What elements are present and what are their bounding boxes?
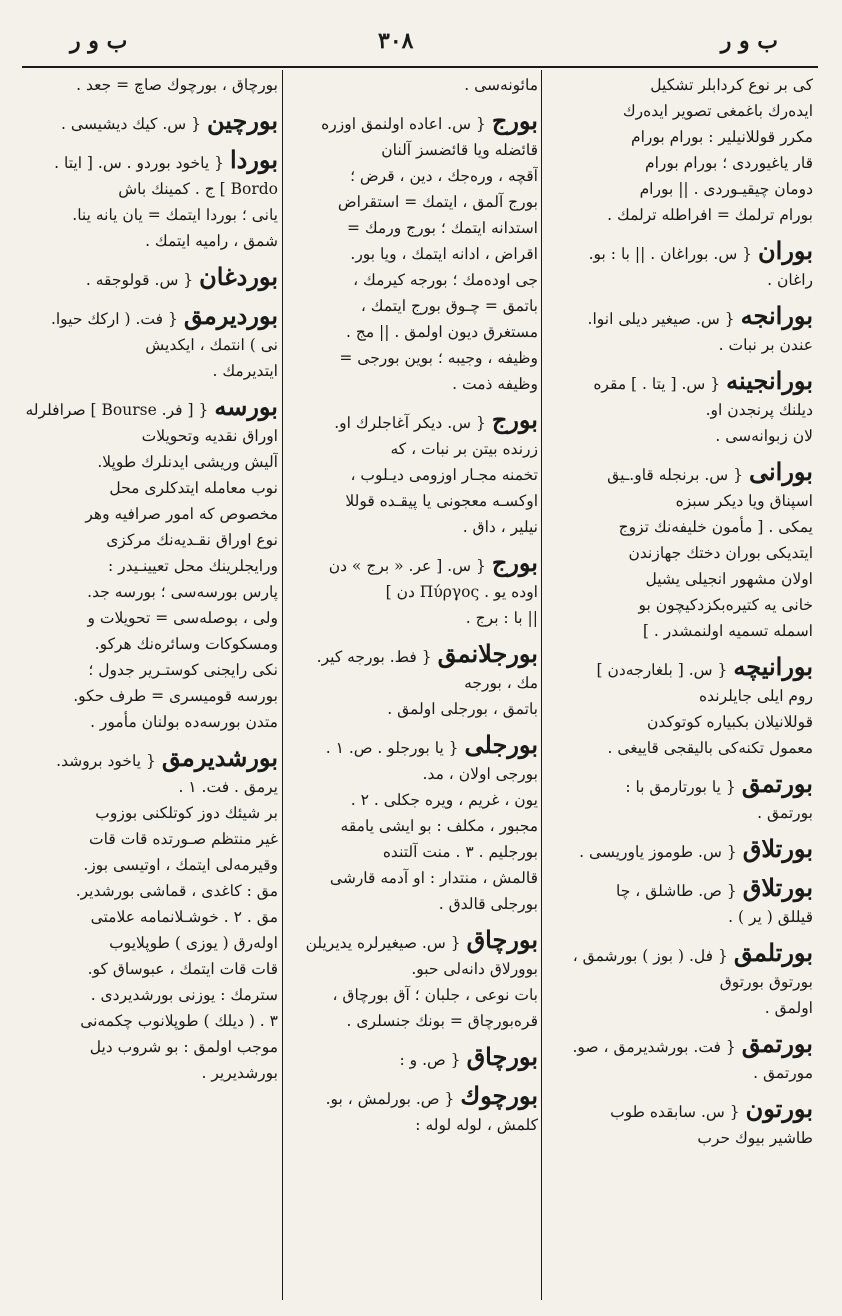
entry-line bbox=[286, 732, 538, 761]
entry-line bbox=[545, 969, 813, 995]
entry-text: { س. [ يتا . ] مقره bbox=[593, 375, 721, 393]
entry-line bbox=[24, 852, 278, 878]
entry-text: { فل. ( بوز ) بورشمق ، bbox=[572, 947, 728, 965]
entry-line bbox=[286, 163, 538, 189]
entry-text: مخصوص كه امور صرافيه وهر bbox=[85, 505, 278, 523]
entry-text: مكرر قوللانيلير : بورام بورام bbox=[631, 128, 813, 146]
entry-headword: بورچاق bbox=[466, 1044, 538, 1071]
entry-line bbox=[24, 745, 278, 774]
entry-text: { ياخود بوردو . س. [ ايتا . bbox=[54, 154, 224, 172]
entry-text: Bordo ] ج . كمينك باش bbox=[118, 180, 278, 198]
entry-text: ايتديرمك . bbox=[212, 362, 278, 380]
entry-headword: بورانى bbox=[748, 459, 813, 486]
entry-headword: بورتون bbox=[745, 1096, 813, 1123]
entry-text: مق . ۲ . خوشـلانمامه علامتى bbox=[90, 908, 278, 926]
entry-line bbox=[545, 735, 813, 761]
entry-text: استدانه ايتمك ؛ بورج ورمك = bbox=[346, 219, 538, 237]
entry-headword: بورسه bbox=[214, 394, 278, 421]
entry-line bbox=[286, 956, 538, 982]
entry-line bbox=[286, 670, 538, 696]
entry-line bbox=[24, 72, 278, 98]
dictionary-entry bbox=[545, 940, 813, 1021]
dictionary-entry bbox=[286, 407, 538, 540]
entry-text: بورجلى قالدق . bbox=[438, 895, 538, 913]
entry-text: نوب معامله ايتدكلرى محل bbox=[109, 479, 278, 497]
entry-headword: بورج bbox=[491, 108, 538, 135]
entry-line bbox=[286, 436, 538, 462]
entry-line bbox=[24, 605, 278, 631]
entry-text: يانى ؛ بوردا ايتمك = يان يانه ينا. bbox=[72, 206, 278, 224]
column-left bbox=[24, 72, 278, 1300]
entry-line bbox=[545, 332, 813, 358]
entry-text: بورج آلمق ، ايتمك = استقراض bbox=[337, 193, 538, 211]
entry-line bbox=[286, 605, 538, 631]
dictionary-entry bbox=[545, 654, 813, 761]
entry-line bbox=[24, 394, 278, 423]
entry-line bbox=[286, 1044, 538, 1073]
entry-line bbox=[545, 124, 813, 150]
entry-line bbox=[286, 865, 538, 891]
entry-line bbox=[286, 407, 538, 436]
entry-text: { يا بورجلو . ص. ۱ . bbox=[325, 739, 459, 757]
entry-headword: بورشديرمق bbox=[161, 745, 278, 772]
entry-line bbox=[545, 875, 813, 904]
entry-text: { ص. و : bbox=[399, 1051, 461, 1069]
entry-text: لان زبوانەسى . bbox=[715, 427, 813, 445]
entry-text: نيلير ، داق . bbox=[462, 518, 538, 536]
entry-line bbox=[24, 527, 278, 553]
entry-text: { س. ديكر آغاجلرك او. bbox=[334, 414, 486, 432]
entry-line bbox=[286, 550, 538, 579]
entry-text: || با : برج . bbox=[465, 609, 538, 627]
entry-text: بورجى اولان ، مد. bbox=[422, 765, 538, 783]
entry-text: كى بر نوع كردابلر تشكيل bbox=[650, 76, 813, 94]
entry-text: قرەبورچاق = بونك جنسلرى . bbox=[346, 1012, 538, 1030]
dictionary-entry bbox=[545, 238, 813, 293]
entry-line bbox=[24, 332, 278, 358]
entry-line bbox=[286, 488, 538, 514]
entry-text: { [ فر. Bourse ] صرافلرله bbox=[25, 401, 209, 419]
dictionary-entry bbox=[24, 72, 278, 98]
entry-line bbox=[286, 371, 538, 397]
entry-line bbox=[24, 774, 278, 800]
dictionary-entry bbox=[286, 1083, 538, 1138]
entry-line bbox=[286, 108, 538, 137]
entry-headword: بورتمق bbox=[741, 1031, 813, 1058]
entry-text: جى اودەمك ؛ بورجه كيرمك ، bbox=[353, 271, 538, 289]
entry-text: غير منتظم صـورتده قات قات bbox=[89, 830, 278, 848]
entry-headword: بورتمق bbox=[741, 771, 813, 798]
entry-text: { س. كيك ديشيسى . bbox=[61, 115, 201, 133]
entry-text: { س. طوموز ياوريسى . bbox=[579, 843, 737, 861]
entry-headword: بورتلاق bbox=[742, 836, 813, 863]
entry-line bbox=[24, 683, 278, 709]
entry-text: مائونەسى . bbox=[464, 76, 538, 94]
entry-headword: بورانيچه bbox=[733, 654, 813, 681]
entry-line bbox=[286, 189, 538, 215]
entry-line bbox=[24, 956, 278, 982]
entry-text: بوورلاق دانەلى حبو. bbox=[411, 960, 538, 978]
dictionary-entry bbox=[24, 394, 278, 735]
entry-line bbox=[24, 303, 278, 332]
entry-text: ديلنك پرنجدن او. bbox=[705, 401, 813, 419]
entry-line bbox=[24, 1060, 278, 1086]
entry-headword: بورتلمق bbox=[733, 940, 813, 967]
entry-text: { س. [ عر. « برج » دن bbox=[328, 557, 486, 575]
entry-text: قار ياغيوردى ؛ بورام بورام bbox=[644, 154, 813, 172]
entry-line bbox=[545, 995, 813, 1021]
dictionary-entry bbox=[545, 1096, 813, 1151]
entry-line bbox=[24, 501, 278, 527]
dictionary-entry bbox=[286, 641, 538, 722]
entry-headword: بورچاق bbox=[466, 927, 538, 954]
entry-line bbox=[545, 836, 813, 865]
entry-line bbox=[286, 641, 538, 670]
entry-line bbox=[286, 761, 538, 787]
entry-line bbox=[286, 319, 538, 345]
entry-line bbox=[24, 176, 278, 202]
entry-text: كلمش ، لوله لوله : bbox=[415, 1116, 538, 1134]
entry-text: بورجليم . ۳ . منت آلتنده bbox=[382, 843, 538, 861]
column-divider-right bbox=[541, 70, 542, 1300]
entry-line bbox=[24, 982, 278, 1008]
entry-text: روم ايلى جايلرنده bbox=[699, 687, 813, 705]
entry-text: وظيفه ، وجيبه ؛ بوين بورجى = bbox=[339, 349, 538, 367]
dictionary-entry bbox=[545, 459, 813, 644]
entry-text: بورشديرير . bbox=[201, 1064, 278, 1082]
entry-text: آليش وريشى ايدنلرك طوپلا. bbox=[97, 453, 278, 471]
entry-line bbox=[545, 303, 813, 332]
entry-text: ايتديكى بوران دختك جهازندن bbox=[628, 544, 813, 562]
entry-text: زرنده بيتن بر نبات ، كه bbox=[390, 440, 538, 458]
dictionary-entry bbox=[286, 108, 538, 397]
entry-line bbox=[24, 930, 278, 956]
entry-text: باتمق = چـوق بورج ايتمك ، bbox=[360, 297, 538, 315]
entry-text: اوراق نقديه وتحويلات bbox=[141, 427, 278, 445]
entry-line bbox=[545, 540, 813, 566]
column-divider-left bbox=[282, 70, 283, 1300]
entry-text: سترمك : يوزنى بورشديردى . bbox=[90, 986, 278, 1004]
dictionary-entry bbox=[286, 72, 538, 98]
entry-line bbox=[24, 264, 278, 293]
entry-line bbox=[545, 423, 813, 449]
entry-line bbox=[286, 137, 538, 163]
entry-text: { س. برنجله قاو.ـيق bbox=[607, 466, 743, 484]
entry-line bbox=[24, 108, 278, 137]
entry-headword: بورتلاق bbox=[742, 875, 813, 902]
entry-line bbox=[545, 618, 813, 644]
entry-text: اوده يو . Πύργος دن ] bbox=[385, 583, 538, 601]
entry-text: بورسه قوميسرى = طرف حكو. bbox=[73, 687, 278, 705]
entry-text: ايدەرك باغمغى تصوير ايدەرك bbox=[622, 102, 813, 120]
entry-line bbox=[545, 72, 813, 98]
entry-line bbox=[286, 891, 538, 917]
entry-text: عندن بر نبات . bbox=[718, 336, 813, 354]
entry-line bbox=[24, 202, 278, 228]
entry-line bbox=[545, 683, 813, 709]
entry-line bbox=[545, 98, 813, 124]
dictionary-entry bbox=[286, 927, 538, 1034]
entry-text: ۳ . ( ديلك ) طوپلانوب چكمەنى bbox=[80, 1012, 278, 1030]
entry-text: پارس بورسەسى ؛ بورسه جد. bbox=[87, 583, 278, 601]
entry-headword: بورچوك bbox=[460, 1083, 538, 1110]
entry-line bbox=[545, 1096, 813, 1125]
entry-text: يمكى . [ مأمون خليفەنك تزوج bbox=[618, 518, 813, 536]
entry-text: قائضله ويا قائضسز آلنان bbox=[381, 141, 538, 159]
entry-text: { س. سابقده طوب bbox=[610, 1103, 740, 1121]
entry-line bbox=[286, 927, 538, 956]
entry-text: { س. صيغيرلره يديريلن bbox=[305, 934, 461, 952]
entry-line bbox=[545, 176, 813, 202]
entry-text: اقراض ، ادانه ايتمك ، ويا بور. bbox=[350, 245, 538, 263]
entry-line bbox=[545, 940, 813, 969]
entry-line bbox=[286, 579, 538, 605]
entry-text: اولەرق ( يوزى ) طوپلايوب bbox=[109, 934, 278, 952]
entry-line bbox=[24, 358, 278, 384]
entry-text: مجبور ، مكلف : بو ايشى يامقه bbox=[340, 817, 538, 835]
entry-text: مستغرق ديون اولمق . || مج . bbox=[345, 323, 538, 341]
dictionary-entry bbox=[545, 1031, 813, 1086]
dictionary-entry bbox=[545, 771, 813, 826]
entry-line bbox=[545, 514, 813, 540]
entry-headword: بورج bbox=[491, 407, 538, 434]
entry-text: قوللانيلان بكبياره كوتوكدن bbox=[646, 713, 813, 731]
entry-text: بورچاق ، بورچوك صاچ = جعد . bbox=[76, 76, 278, 94]
entry-line bbox=[545, 1125, 813, 1151]
entry-text: { فت. ( اركك حيوا. bbox=[50, 310, 178, 328]
entry-text: اسپناق ويا ديكر سبزه bbox=[675, 492, 813, 510]
entry-text: ومسكوكات وسائرەنك هركو. bbox=[94, 635, 278, 653]
entry-line bbox=[24, 800, 278, 826]
entry-text: { س. بوراغان . || با : بو. bbox=[588, 245, 753, 263]
header-rule bbox=[22, 66, 818, 68]
entry-text: خانى يه كتيرەبكزدكيچون بو bbox=[638, 596, 813, 614]
entry-line bbox=[545, 368, 813, 397]
entry-text: اسمله تسميه اولنمشدر . ] bbox=[642, 622, 813, 640]
entry-text: مك ، بورجه bbox=[464, 674, 538, 692]
entry-headword: بورانجه bbox=[740, 303, 813, 330]
dictionary-entry bbox=[286, 550, 538, 631]
entry-text: { ص. طاشلق ، چا bbox=[616, 882, 737, 900]
entry-text: { س. صيغير ديلى انوا. bbox=[587, 310, 735, 328]
entry-text: اوكسـه معجونى يا پيقـده قوللا bbox=[345, 492, 538, 510]
dictionary-entry bbox=[545, 368, 813, 449]
entry-line bbox=[545, 800, 813, 826]
entry-line bbox=[545, 709, 813, 735]
entry-text: طاشير بيوك حرب bbox=[697, 1129, 813, 1147]
column-right bbox=[545, 72, 813, 1300]
dictionary-entry bbox=[545, 875, 813, 930]
entry-line bbox=[24, 1034, 278, 1060]
entry-headword: بورجلانمق bbox=[437, 641, 538, 668]
entry-text: { س. [ بلغارجەدن ] bbox=[596, 661, 728, 679]
dictionary-entry bbox=[545, 303, 813, 358]
entry-text: يرمق . فت. ۱ . bbox=[178, 778, 278, 796]
entry-text: بات نوعى ، جلبان ؛ آق بورچاق ، bbox=[332, 986, 538, 1004]
entry-line bbox=[286, 267, 538, 293]
entry-text: باتمق ، بورجلى اولمق . bbox=[387, 700, 538, 718]
entry-text: { س. قولوجقه . bbox=[85, 271, 194, 289]
entry-text: مق : كاغدى ، قماشى بورشدير. bbox=[75, 882, 278, 900]
entry-text: ورايجلرينك محل تعيينـيدر : bbox=[107, 557, 278, 575]
entry-headword: بورديرمق bbox=[183, 303, 278, 330]
entry-text: بورام ترلمك = افراطله ترلمك . bbox=[607, 206, 813, 224]
entry-text: نوع اوراق نقـديەنك مركزى bbox=[106, 531, 278, 549]
entry-headword: بوردغان bbox=[199, 264, 278, 291]
entry-text: { ص. بورلمش ، بو. bbox=[325, 1090, 455, 1108]
entry-text: مورتمق . bbox=[753, 1064, 813, 1082]
entry-text: نى ) انتمك ، ايكديش bbox=[145, 336, 278, 354]
dictionary-entry bbox=[24, 264, 278, 293]
entry-text: { فط. بورجه كير. bbox=[316, 648, 432, 666]
entry-text: وقيرمەلى ايتمك ، اوتيسى بوز. bbox=[83, 856, 278, 874]
dictionary-entry bbox=[24, 745, 278, 1086]
entry-line bbox=[286, 293, 538, 319]
entry-line bbox=[545, 592, 813, 618]
entry-line bbox=[24, 904, 278, 930]
entry-line bbox=[24, 657, 278, 683]
entry-line bbox=[24, 579, 278, 605]
entry-line bbox=[545, 202, 813, 228]
entry-line bbox=[24, 147, 278, 176]
entry-line bbox=[286, 215, 538, 241]
entry-line bbox=[545, 488, 813, 514]
entry-text: { ياخود بروشد. bbox=[56, 752, 156, 770]
entry-text: { س. اعاده اولنمق اوزره bbox=[321, 115, 486, 133]
dictionary-entry bbox=[545, 836, 813, 865]
entry-line bbox=[24, 878, 278, 904]
entry-text: بر شيئك دوز كوتلكنى بوزوب bbox=[95, 804, 278, 822]
entry-line bbox=[286, 1112, 538, 1138]
entry-text: وظيفه ذمت . bbox=[452, 375, 538, 393]
entry-line bbox=[24, 553, 278, 579]
entry-line bbox=[24, 826, 278, 852]
entry-line bbox=[545, 150, 813, 176]
entry-line bbox=[286, 1008, 538, 1034]
entry-text: قيللق ( ير ) . bbox=[728, 908, 813, 926]
page-number: ۳۰۸ bbox=[378, 28, 414, 54]
dictionary-entry bbox=[24, 147, 278, 254]
entry-line bbox=[286, 514, 538, 540]
entry-text: معمول تكنەكى باليقجى قاييغى . bbox=[607, 739, 813, 757]
dictionary-entry bbox=[24, 303, 278, 384]
dictionary-entry bbox=[24, 108, 278, 137]
dictionary-entry bbox=[286, 732, 538, 917]
entry-text: موجب اولمق : بو شروب ديل bbox=[89, 1038, 278, 1056]
entry-text: اولان مشهور انجيلى يشيل bbox=[645, 570, 813, 588]
entry-line bbox=[545, 238, 813, 267]
entry-text: { فت. بورشديرمق ، صو. bbox=[572, 1038, 736, 1056]
entry-line bbox=[545, 459, 813, 488]
entry-line bbox=[286, 696, 538, 722]
entry-line bbox=[24, 631, 278, 657]
entry-headword: بوردا bbox=[229, 147, 278, 174]
entry-line bbox=[545, 771, 813, 800]
entry-line bbox=[545, 1031, 813, 1060]
header-right-catchword: ب و ر bbox=[720, 28, 778, 54]
entry-line bbox=[545, 654, 813, 683]
entry-line bbox=[286, 982, 538, 1008]
entry-line bbox=[286, 1083, 538, 1112]
entry-text: متدن بورسەده بولنان مأمور . bbox=[90, 713, 278, 731]
entry-headword: بوران bbox=[758, 238, 813, 265]
entry-headword: بورچين bbox=[206, 108, 278, 135]
entry-line bbox=[545, 904, 813, 930]
entry-text: قالمش ، منتدار : او آدمه قارشى bbox=[329, 869, 538, 887]
entry-line bbox=[545, 1060, 813, 1086]
entry-line bbox=[24, 449, 278, 475]
entry-line bbox=[286, 813, 538, 839]
entry-line bbox=[286, 345, 538, 371]
column-middle bbox=[286, 72, 538, 1300]
entry-line bbox=[24, 709, 278, 735]
entry-line bbox=[286, 241, 538, 267]
entry-line bbox=[545, 566, 813, 592]
entry-headword: بورجلى bbox=[464, 732, 538, 759]
entry-line bbox=[24, 228, 278, 254]
entry-line bbox=[286, 462, 538, 488]
header-left-catchword: ب و ر bbox=[70, 28, 128, 54]
entry-line bbox=[545, 267, 813, 293]
entry-headword: بورج bbox=[491, 550, 538, 577]
entry-text: راغان . bbox=[767, 271, 813, 289]
entry-text: شمق ، راميه ايتمك . bbox=[145, 232, 278, 250]
entry-text: تخمنه مجـار اوزومى ديـلوب ، bbox=[350, 466, 538, 484]
entry-text: آقچه ، ورەجك ، دين ، قرض ؛ bbox=[350, 167, 538, 185]
page-header bbox=[0, 28, 842, 62]
entry-line bbox=[286, 787, 538, 813]
entry-text: بورتمق . bbox=[757, 804, 813, 822]
entry-text: { يا بورتارمق با : bbox=[625, 778, 736, 796]
entry-text: دومان چيقيـوردى . || بورام bbox=[639, 180, 813, 198]
dictionary-entry bbox=[545, 72, 813, 228]
entry-line bbox=[24, 423, 278, 449]
entry-line bbox=[545, 397, 813, 423]
entry-text: قات قات ايتمك ، عبوساق كو. bbox=[87, 960, 278, 978]
entry-text: نكى رايجنى كوستـرير جدول ؛ bbox=[88, 661, 278, 679]
entry-headword: بورانجينه bbox=[726, 368, 813, 395]
entry-text: اولمق . bbox=[764, 999, 813, 1017]
entry-text: يون ، غريم ، ويره جكلى . ۲ . bbox=[350, 791, 538, 809]
entry-line bbox=[24, 1008, 278, 1034]
entry-line bbox=[286, 839, 538, 865]
entry-line bbox=[286, 72, 538, 98]
entry-text: بورتوق بورتوق bbox=[719, 973, 813, 991]
entry-line bbox=[24, 475, 278, 501]
entry-text: ولى ، بوصلەسى = تحويلات و bbox=[87, 609, 278, 627]
dictionary-entry bbox=[286, 1044, 538, 1073]
